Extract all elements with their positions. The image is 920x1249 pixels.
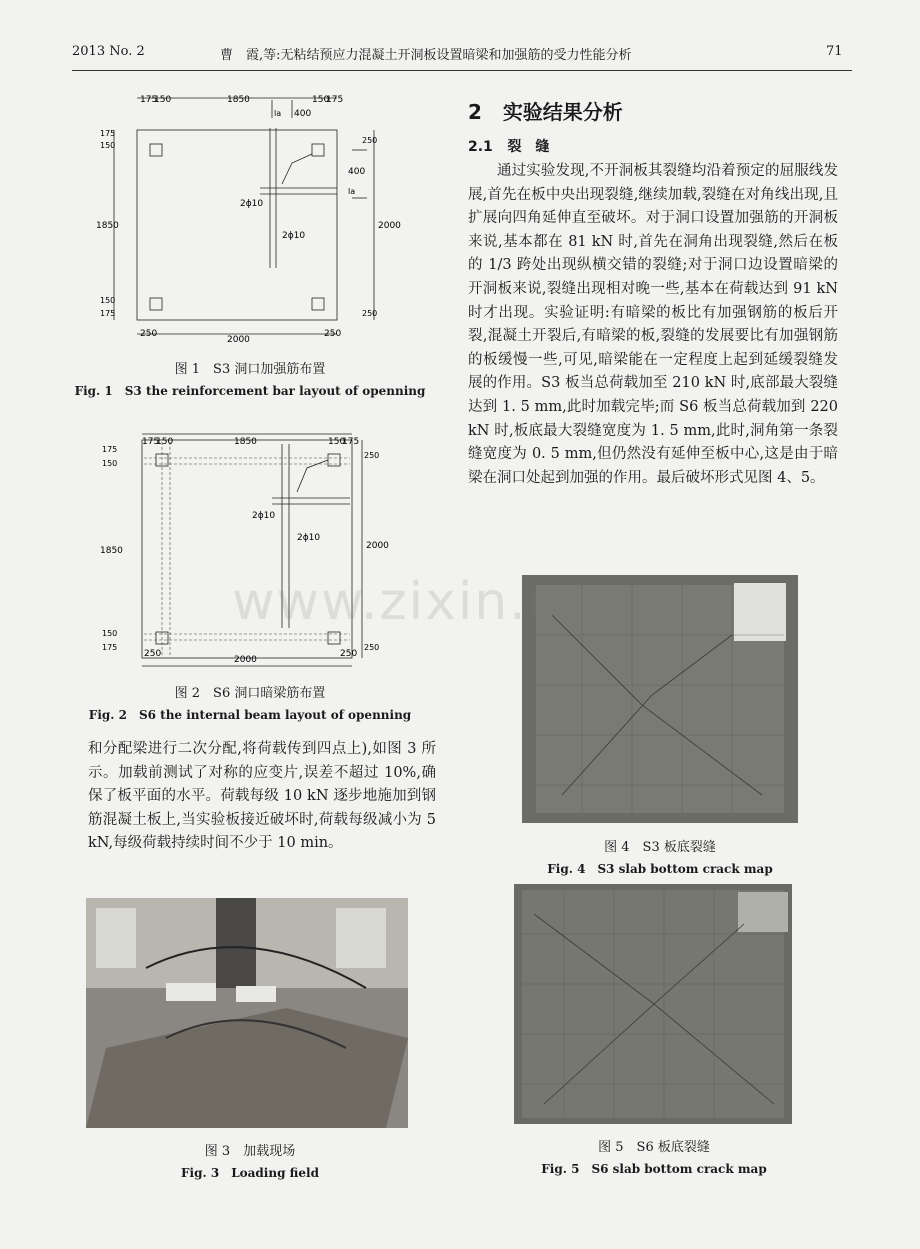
fig2-dim-top-d: 175 xyxy=(342,437,360,447)
fig5-photo xyxy=(514,884,792,1124)
fig1-dim-top-c: 150 xyxy=(312,95,330,105)
fig2-dim-right-2000: 2000 xyxy=(366,541,389,551)
fig3-photo xyxy=(86,898,408,1128)
fig1-dim-right-la: la xyxy=(348,187,356,196)
fig2-dim-left-mid: 1850 xyxy=(100,546,123,556)
fig3-caption-cn: 图 3 加载现场 xyxy=(204,1144,296,1159)
fig2-dim-top-c: 150 xyxy=(328,437,346,447)
fig1-dim-left-b: 175 xyxy=(100,129,116,138)
fig2-dim-top-mid: 1850 xyxy=(234,437,257,447)
fig2-caption-en: Fig. 2 S6 the internal beam layout of openning xyxy=(88,708,412,722)
section-title: 实验结果分析 xyxy=(502,100,623,124)
fig1-caption-en: Fig. 1 S3 the reinforcement bar layout of openning xyxy=(74,384,426,398)
fig1-dim-bot-a: 250 xyxy=(140,329,158,339)
subsection-heading xyxy=(468,136,549,156)
fig1-dim-top-d: 175 xyxy=(326,95,344,105)
fig2-dim-bot-a: 250 xyxy=(144,649,162,659)
fig1-dim-right-400: 400 xyxy=(348,167,366,177)
fig1-dim-bot-b: 250 xyxy=(324,329,342,339)
fig1-slab-outline xyxy=(137,130,337,320)
watermark: www.zixin.com.cn xyxy=(232,572,729,632)
fig2-caption-cn: 图 2 S6 洞口暗梁筋布置 xyxy=(174,686,326,701)
fig1-dim-left-a: 150 xyxy=(100,141,116,150)
results-paragraph: 通过实验发现,不开洞板其裂缝均沿着预定的屈服线发展,首先在板中央出现裂缝,继续加载,裂缝在对角线出现,且扩展向四角延伸直至破坏。对于洞口设置加强筋的开洞板来说,基本都在 81 kN 时,首先在洞角出现裂缝,然后在板的 1/3 跨处出现纵横交错的裂缝;对于洞口边设置暗梁的开洞板来说,裂缝出现相对晚一些,基本在荷载达到 91 kN 时才出现。实验证明:有暗梁的板比有加强钢筋的板后开裂,混凝土开裂后,有暗梁的板,裂缝的发展要比有加强钢筋的板缓慢一些,可见,暗梁能在一定程度上起到延缓裂缝发展的作用。S3 板当总荷载加至 210 kN 时,底部最大裂缝达到 1. 5 mm,此时加载完毕;而 S6 板当总荷载加到 220 kN 时,板底最大裂缝宽度为 1. 5 mm,此时,洞角第一条裂缝宽度为 0. 5 mm,但仍然没有延伸至板中心,这是由于暗梁在洞口处起到加强的作用。最后破坏形式见图 4、5。 xyxy=(468,163,838,486)
section-heading xyxy=(468,96,623,125)
fig1-dim-left-mid: 1850 xyxy=(96,221,119,231)
fig3-caption-en: Fig. 3 Loading field xyxy=(181,1166,319,1180)
left-paragraph: 和分配梁进行二次分配,将荷载传到四点上),如图 3 所示。加载前测试了对称的应变片,误差不超过 10%,确保了板平面的水平。荷载每级 10 kN 逐步地施加到钢筋混凝土板上,当实验板接近破坏时,荷载每级减小为 5 kN,每级荷载持续时间不少于 10 min。 xyxy=(88,741,436,852)
fig1-drawing xyxy=(92,88,412,348)
fig1-dim-right-b: 250 xyxy=(362,309,378,318)
fig5-photo-art xyxy=(514,884,792,1124)
running-title: 曹 霞,等:无粘结预应力混凝土开洞板设置暗梁和加强筋的受力性能分析 xyxy=(220,48,632,63)
section-number: 2 xyxy=(468,100,482,124)
fig1-dim-la: la xyxy=(274,109,282,118)
fig2-dim-top-b: 150 xyxy=(156,437,174,447)
fig2-dim-top-a: 175 xyxy=(142,437,160,447)
page-number: 71 xyxy=(826,44,843,59)
fig2-dim-bot-b: 250 xyxy=(340,649,358,659)
fig5-caption-cn: 图 5 S6 板底裂缝 xyxy=(598,1140,710,1155)
fig1-dim-top-a: 175 xyxy=(140,95,158,105)
fig4-caption-en: Fig. 4 S3 slab bottom crack map xyxy=(547,862,773,876)
left-column-text xyxy=(88,738,436,856)
fig2-dim-left-a: 150 xyxy=(102,459,118,468)
fig2-dim-right-a: 250 xyxy=(364,451,380,460)
fig1-bar-1: 2ϕ10 xyxy=(240,199,264,209)
fig1-dim-top-b: 150 xyxy=(154,95,172,105)
fig1-bar-2: 2ϕ10 xyxy=(282,231,306,241)
fig1-dim-right-2000: 2000 xyxy=(378,221,401,231)
header-rule xyxy=(72,70,852,71)
fig2-dim-right-b: 250 xyxy=(364,643,380,652)
fig1-dim-top-mid: 1850 xyxy=(227,95,250,105)
fig3-photo-art xyxy=(86,898,408,1128)
right-column-text xyxy=(468,160,838,490)
fig2-drawing xyxy=(92,428,412,678)
fig1-dim-left-c: 150 xyxy=(100,296,116,305)
fig4-caption-cn: 图 4 S3 板底裂缝 xyxy=(604,840,716,855)
subsection-title: 裂 缝 xyxy=(507,139,550,155)
fig2-dim-left-d: 175 xyxy=(102,643,118,652)
fig1-dim-400: 400 xyxy=(294,109,312,119)
fig5-caption-en: Fig. 5 S6 slab bottom crack map xyxy=(541,1162,767,1176)
fig1-dim-left-d: 175 xyxy=(100,309,116,318)
fig2-bar-1: 2ϕ10 xyxy=(252,511,276,521)
fig2-dim-bot-mid: 2000 xyxy=(234,655,257,665)
subsection-number: 2.1 xyxy=(468,139,493,155)
fig2-dim-left-b: 175 xyxy=(102,445,118,454)
fig1-dim-bot-mid: 2000 xyxy=(227,335,250,345)
journal-issue: 2013 No. 2 xyxy=(72,44,145,59)
fig1-dim-right-a: 250 xyxy=(362,136,378,145)
fig1-caption-cn: 图 1 S3 洞口加强筋布置 xyxy=(174,362,326,377)
fig2-dim-left-c: 150 xyxy=(102,629,118,638)
fig2-bar-2: 2ϕ10 xyxy=(297,533,321,543)
fig1-opening xyxy=(312,144,324,156)
